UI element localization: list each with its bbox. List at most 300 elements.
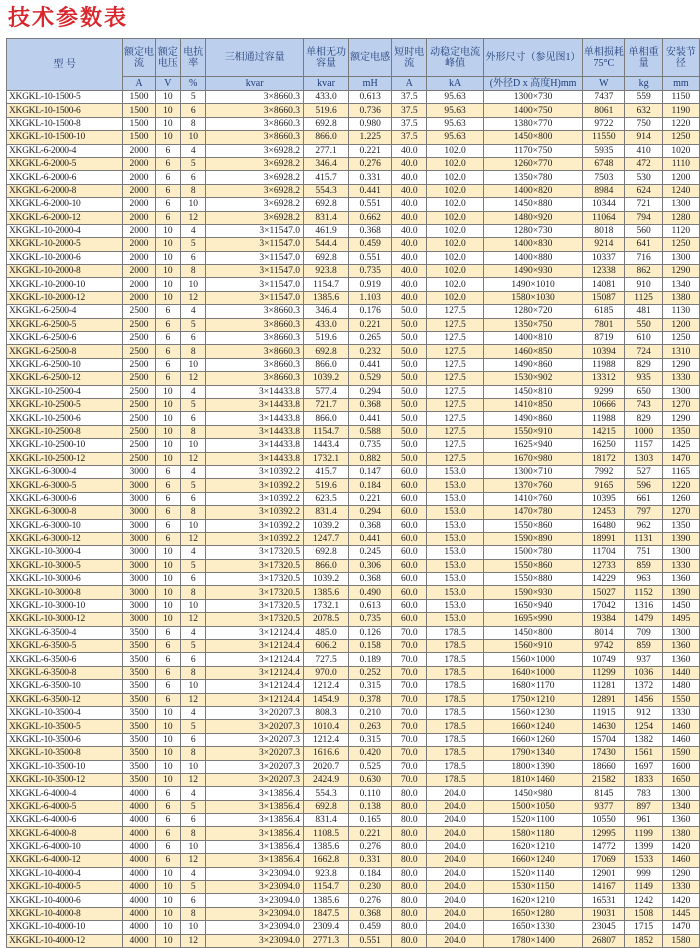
table-row xyxy=(7,305,700,318)
cell-rated-current: 4000 xyxy=(123,921,155,934)
cell-single-phase-reactive: 1212.4 xyxy=(303,680,348,693)
cell-install-pitch: 1290 xyxy=(662,358,699,371)
cell-model: XKGKL-10-4000-6 xyxy=(7,894,123,907)
cell-single-phase-reactive: 1662.8 xyxy=(303,854,348,867)
cell-three-phase-capacity: 3×13856.4 xyxy=(206,787,304,800)
cell-reactance-rate: 5 xyxy=(181,881,206,894)
cell-single-phase-loss: 12733 xyxy=(583,559,625,572)
cell-short-time-current: 40.0 xyxy=(392,265,427,278)
cell-dimensions: 1590×930 xyxy=(483,586,582,599)
cell-rated-current: 2000 xyxy=(123,184,155,197)
cell-dimensions: 1625×940 xyxy=(483,439,582,452)
cell-install-pitch: 1300 xyxy=(662,251,699,264)
cell-reactance-rate: 6 xyxy=(181,171,206,184)
cell-three-phase-capacity: 3×6928.2 xyxy=(206,157,304,170)
cell-model: XKGKL-10-3500-8 xyxy=(7,747,123,760)
cell-single-phase-reactive: 519.6 xyxy=(303,479,348,492)
cell-install-pitch: 1300 xyxy=(662,198,699,211)
cell-rated-current: 2500 xyxy=(123,439,155,452)
header-single-phase-weight: 单相重量 xyxy=(625,39,662,77)
cell-rated-current: 2500 xyxy=(123,452,155,465)
table-row xyxy=(7,613,700,626)
cell-rated-inductance: 0.331 xyxy=(349,854,392,867)
spec-table xyxy=(6,38,700,948)
cell-rated-inductance: 0.551 xyxy=(349,251,392,264)
cell-single-phase-reactive: 1385.6 xyxy=(303,291,348,304)
cell-single-phase-weight: 596 xyxy=(625,479,662,492)
cell-model: XKGKL-6-3500-10 xyxy=(7,680,123,693)
cell-reactance-rate: 12 xyxy=(181,693,206,706)
unit-a: A xyxy=(123,77,155,91)
cell-model: XKGKL-6-4000-6 xyxy=(7,814,123,827)
cell-single-phase-loss: 18660 xyxy=(583,760,625,773)
cell-three-phase-capacity: 3×10392.2 xyxy=(206,506,304,519)
cell-three-phase-capacity: 3×17320.5 xyxy=(206,559,304,572)
cell-single-phase-reactive: 1385.6 xyxy=(303,586,348,599)
cell-rated-inductance: 0.378 xyxy=(349,693,392,706)
cell-dynamic-peak: 178.5 xyxy=(427,693,483,706)
cell-dynamic-peak: 102.0 xyxy=(427,238,483,251)
cell-single-phase-loss: 15704 xyxy=(583,733,625,746)
cell-rated-voltage: 6 xyxy=(155,653,180,666)
cell-single-phase-reactive: 433.0 xyxy=(303,318,348,331)
cell-rated-current: 3000 xyxy=(123,519,155,532)
cell-single-phase-reactive: 692.8 xyxy=(303,117,348,130)
table-row xyxy=(7,586,700,599)
cell-dynamic-peak: 127.5 xyxy=(427,318,483,331)
cell-dynamic-peak: 95.63 xyxy=(427,91,483,104)
cell-single-phase-loss: 7801 xyxy=(583,318,625,331)
cell-single-phase-reactive: 433.0 xyxy=(303,91,348,104)
cell-reactance-rate: 10 xyxy=(181,519,206,532)
cell-reactance-rate: 4 xyxy=(181,867,206,880)
cell-dimensions: 1450×800 xyxy=(483,131,582,144)
cell-single-phase-reactive: 1732.1 xyxy=(303,599,348,612)
cell-three-phase-capacity: 3×8660.3 xyxy=(206,332,304,345)
cell-install-pitch: 1110 xyxy=(662,157,699,170)
cell-rated-voltage: 10 xyxy=(155,265,180,278)
cell-rated-inductance: 0.735 xyxy=(349,613,392,626)
cell-dimensions: 1350×750 xyxy=(483,318,582,331)
table-row xyxy=(7,921,700,934)
cell-dynamic-peak: 153.0 xyxy=(427,573,483,586)
cell-model: XKGKL-6-2500-8 xyxy=(7,345,123,358)
cell-reactance-rate: 12 xyxy=(181,291,206,304)
table-row xyxy=(7,439,700,452)
table-row xyxy=(7,318,700,331)
cell-model: XKGKL-10-3500-4 xyxy=(7,706,123,719)
cell-rated-current: 2500 xyxy=(123,345,155,358)
cell-single-phase-loss: 11915 xyxy=(583,706,625,719)
cell-rated-inductance: 0.221 xyxy=(349,144,392,157)
cell-single-phase-loss: 9377 xyxy=(583,800,625,813)
cell-three-phase-capacity: 3×23094.0 xyxy=(206,881,304,894)
cell-single-phase-loss: 7503 xyxy=(583,171,625,184)
cell-install-pitch: 1330 xyxy=(662,881,699,894)
cell-three-phase-capacity: 3×11547.0 xyxy=(206,224,304,237)
table-row xyxy=(7,881,700,894)
cell-rated-inductance: 0.306 xyxy=(349,559,392,572)
cell-short-time-current: 80.0 xyxy=(392,840,427,853)
cell-rated-inductance: 0.368 xyxy=(349,519,392,532)
cell-single-phase-loss: 11064 xyxy=(583,211,625,224)
table-row xyxy=(7,238,700,251)
cell-short-time-current: 40.0 xyxy=(392,224,427,237)
cell-reactance-rate: 4 xyxy=(181,706,206,719)
cell-model: XKGKL-10-2000-4 xyxy=(7,224,123,237)
cell-dynamic-peak: 178.5 xyxy=(427,666,483,679)
cell-rated-voltage: 10 xyxy=(155,921,180,934)
cell-single-phase-weight: 751 xyxy=(625,546,662,559)
cell-single-phase-reactive: 721.7 xyxy=(303,398,348,411)
cell-reactance-rate: 12 xyxy=(181,773,206,786)
cell-single-phase-weight: 912 xyxy=(625,706,662,719)
cell-single-phase-loss: 7992 xyxy=(583,465,625,478)
cell-dynamic-peak: 153.0 xyxy=(427,599,483,612)
cell-reactance-rate: 4 xyxy=(181,465,206,478)
cell-model: XKGKL-10-3500-6 xyxy=(7,733,123,746)
unit-v: V xyxy=(155,77,180,91)
cell-dynamic-peak: 127.5 xyxy=(427,332,483,345)
table-row xyxy=(7,479,700,492)
cell-dimensions: 1400×820 xyxy=(483,184,582,197)
cell-single-phase-weight: 961 xyxy=(625,814,662,827)
cell-rated-voltage: 10 xyxy=(155,599,180,612)
cell-reactance-rate: 5 xyxy=(181,238,206,251)
cell-model: XKGKL-6-2500-5 xyxy=(7,318,123,331)
cell-single-phase-reactive: 1247.7 xyxy=(303,532,348,545)
cell-reactance-rate: 8 xyxy=(181,747,206,760)
cell-single-phase-reactive: 923.8 xyxy=(303,867,348,880)
cell-rated-current: 3000 xyxy=(123,506,155,519)
cell-dimensions: 1550×910 xyxy=(483,425,582,438)
cell-short-time-current: 60.0 xyxy=(392,546,427,559)
cell-install-pitch: 1240 xyxy=(662,184,699,197)
cell-dimensions: 1550×860 xyxy=(483,559,582,572)
cell-reactance-rate: 12 xyxy=(181,372,206,385)
cell-dynamic-peak: 178.5 xyxy=(427,733,483,746)
cell-three-phase-capacity: 3×14433.8 xyxy=(206,452,304,465)
cell-install-pitch: 1200 xyxy=(662,318,699,331)
cell-rated-voltage: 6 xyxy=(155,532,180,545)
cell-single-phase-loss: 11281 xyxy=(583,680,625,693)
cell-single-phase-reactive: 1385.6 xyxy=(303,894,348,907)
cell-rated-voltage: 6 xyxy=(155,827,180,840)
cell-rated-voltage: 10 xyxy=(155,224,180,237)
cell-short-time-current: 40.0 xyxy=(392,291,427,304)
cell-dimensions: 1170×750 xyxy=(483,144,582,157)
cell-single-phase-loss: 18991 xyxy=(583,532,625,545)
cell-install-pitch: 1220 xyxy=(662,479,699,492)
cell-rated-voltage: 10 xyxy=(155,117,180,130)
cell-single-phase-reactive: 1010.4 xyxy=(303,720,348,733)
cell-rated-current: 2000 xyxy=(123,291,155,304)
cell-install-pitch: 1300 xyxy=(662,546,699,559)
cell-rated-current: 2000 xyxy=(123,144,155,157)
cell-rated-current: 3000 xyxy=(123,546,155,559)
cell-single-phase-reactive: 554.3 xyxy=(303,787,348,800)
unit-ka: kA xyxy=(427,77,483,91)
cell-single-phase-weight: 1131 xyxy=(625,532,662,545)
cell-single-phase-reactive: 415.7 xyxy=(303,171,348,184)
cell-single-phase-loss: 15087 xyxy=(583,291,625,304)
cell-rated-current: 3500 xyxy=(123,653,155,666)
cell-single-phase-loss: 10337 xyxy=(583,251,625,264)
cell-dynamic-peak: 204.0 xyxy=(427,854,483,867)
table-row xyxy=(7,827,700,840)
cell-dimensions: 1450×980 xyxy=(483,787,582,800)
cell-short-time-current: 50.0 xyxy=(392,398,427,411)
table-row xyxy=(7,224,700,237)
cell-rated-inductance: 0.221 xyxy=(349,318,392,331)
cell-rated-inductance: 0.588 xyxy=(349,425,392,438)
cell-single-phase-loss: 10666 xyxy=(583,398,625,411)
cell-rated-voltage: 6 xyxy=(155,506,180,519)
cell-rated-current: 4000 xyxy=(123,894,155,907)
table-row xyxy=(7,412,700,425)
cell-short-time-current: 60.0 xyxy=(392,532,427,545)
cell-rated-inductance: 0.441 xyxy=(349,358,392,371)
cell-reactance-rate: 4 xyxy=(181,626,206,639)
cell-single-phase-loss: 12338 xyxy=(583,265,625,278)
cell-install-pitch: 1250 xyxy=(662,238,699,251)
cell-rated-inductance: 0.265 xyxy=(349,332,392,345)
cell-rated-inductance: 0.980 xyxy=(349,117,392,130)
cell-model: XKGKL-10-2500-4 xyxy=(7,385,123,398)
cell-three-phase-capacity: 3×23094.0 xyxy=(206,867,304,880)
cell-dynamic-peak: 204.0 xyxy=(427,814,483,827)
cell-rated-inductance: 0.735 xyxy=(349,265,392,278)
cell-single-phase-weight: 1479 xyxy=(625,613,662,626)
cell-single-phase-loss: 11299 xyxy=(583,666,625,679)
cell-model: XKGKL-10-2000-10 xyxy=(7,278,123,291)
cell-dimensions: 1560×1000 xyxy=(483,653,582,666)
cell-model: XKGKL-10-3000-6 xyxy=(7,573,123,586)
cell-model: XKGKL-6-3500-6 xyxy=(7,653,123,666)
cell-rated-voltage: 6 xyxy=(155,372,180,385)
cell-install-pitch: 1495 xyxy=(662,613,699,626)
cell-three-phase-capacity: 3×14433.8 xyxy=(206,398,304,411)
cell-short-time-current: 60.0 xyxy=(392,506,427,519)
table-row xyxy=(7,854,700,867)
cell-single-phase-reactive: 554.3 xyxy=(303,184,348,197)
cell-single-phase-loss: 8018 xyxy=(583,224,625,237)
cell-short-time-current: 60.0 xyxy=(392,586,427,599)
cell-rated-current: 2000 xyxy=(123,198,155,211)
cell-single-phase-reactive: 544.4 xyxy=(303,238,348,251)
cell-single-phase-weight: 750 xyxy=(625,117,662,130)
cell-short-time-current: 40.0 xyxy=(392,238,427,251)
cell-model: XKGKL-6-3000-6 xyxy=(7,492,123,505)
cell-single-phase-weight: 1125 xyxy=(625,291,662,304)
cell-model: XKGKL-6-2000-4 xyxy=(7,144,123,157)
cell-rated-voltage: 10 xyxy=(155,613,180,626)
cell-rated-inductance: 0.245 xyxy=(349,546,392,559)
cell-short-time-current: 60.0 xyxy=(392,519,427,532)
cell-model: XKGKL-6-3000-10 xyxy=(7,519,123,532)
cell-short-time-current: 50.0 xyxy=(392,452,427,465)
cell-single-phase-weight: 910 xyxy=(625,278,662,291)
cell-three-phase-capacity: 3×12124.4 xyxy=(206,653,304,666)
cell-short-time-current: 40.0 xyxy=(392,184,427,197)
cell-single-phase-loss: 9299 xyxy=(583,385,625,398)
cell-rated-current: 3000 xyxy=(123,465,155,478)
cell-single-phase-weight: 1157 xyxy=(625,439,662,452)
cell-single-phase-loss: 26807 xyxy=(583,934,625,947)
cell-rated-voltage: 6 xyxy=(155,332,180,345)
table-row xyxy=(7,653,700,666)
cell-rated-inductance: 0.189 xyxy=(349,653,392,666)
cell-short-time-current: 60.0 xyxy=(392,599,427,612)
cell-single-phase-weight: 1456 xyxy=(625,693,662,706)
cell-reactance-rate: 8 xyxy=(181,265,206,278)
cell-single-phase-loss: 14081 xyxy=(583,278,625,291)
cell-single-phase-reactive: 1039.2 xyxy=(303,372,348,385)
header-row xyxy=(7,39,700,77)
cell-short-time-current: 80.0 xyxy=(392,867,427,880)
cell-rated-voltage: 6 xyxy=(155,519,180,532)
cell-model: XKGKL-10-2000-6 xyxy=(7,251,123,264)
cell-install-pitch: 1330 xyxy=(662,706,699,719)
cell-rated-current: 1500 xyxy=(123,104,155,117)
cell-three-phase-capacity: 3×17320.5 xyxy=(206,586,304,599)
unit-mh: mH xyxy=(349,77,392,91)
cell-rated-voltage: 6 xyxy=(155,305,180,318)
cell-single-phase-reactive: 1154.7 xyxy=(303,278,348,291)
cell-three-phase-capacity: 3×11547.0 xyxy=(206,291,304,304)
cell-reactance-rate: 6 xyxy=(181,573,206,586)
header-install-pitch: 安装节径 xyxy=(662,39,699,77)
cell-rated-voltage: 6 xyxy=(155,358,180,371)
cell-short-time-current: 80.0 xyxy=(392,894,427,907)
table-row xyxy=(7,506,700,519)
header-three-phase-capacity: 三相通过容量 xyxy=(206,39,304,77)
cell-short-time-current: 80.0 xyxy=(392,814,427,827)
cell-three-phase-capacity: 3×23094.0 xyxy=(206,907,304,920)
cell-rated-inductance: 0.368 xyxy=(349,398,392,411)
cell-single-phase-loss: 9742 xyxy=(583,640,625,653)
cell-single-phase-loss: 14630 xyxy=(583,720,625,733)
cell-single-phase-weight: 937 xyxy=(625,653,662,666)
cell-reactance-rate: 12 xyxy=(181,452,206,465)
cell-rated-voltage: 10 xyxy=(155,586,180,599)
cell-rated-current: 2000 xyxy=(123,265,155,278)
cell-single-phase-weight: 1149 xyxy=(625,881,662,894)
cell-model: XKGKL-10-3500-12 xyxy=(7,773,123,786)
cell-install-pitch: 1310 xyxy=(662,345,699,358)
header-rated-current: 额定电流 xyxy=(123,39,155,77)
cell-rated-voltage: 6 xyxy=(155,345,180,358)
cell-single-phase-reactive: 519.6 xyxy=(303,332,348,345)
cell-single-phase-reactive: 831.4 xyxy=(303,506,348,519)
cell-rated-voltage: 10 xyxy=(155,573,180,586)
cell-three-phase-capacity: 3×8660.3 xyxy=(206,117,304,130)
cell-three-phase-capacity: 3×20207.3 xyxy=(206,733,304,746)
cell-single-phase-weight: 862 xyxy=(625,265,662,278)
cell-dimensions: 1670×980 xyxy=(483,452,582,465)
cell-dynamic-peak: 102.0 xyxy=(427,198,483,211)
cell-dimensions: 1460×850 xyxy=(483,345,582,358)
table-row xyxy=(7,291,700,304)
cell-install-pitch: 1340 xyxy=(662,278,699,291)
cell-install-pitch: 1190 xyxy=(662,104,699,117)
cell-model: XKGKL-10-1500-8 xyxy=(7,117,123,130)
cell-model: XKGKL-6-4000-10 xyxy=(7,840,123,853)
cell-rated-inductance: 0.736 xyxy=(349,104,392,117)
cell-reactance-rate: 12 xyxy=(181,613,206,626)
cell-single-phase-loss: 12453 xyxy=(583,506,625,519)
cell-rated-voltage: 10 xyxy=(155,720,180,733)
cell-dimensions: 1400×750 xyxy=(483,104,582,117)
cell-dimensions: 1280×730 xyxy=(483,224,582,237)
unit-mm: mm xyxy=(662,77,699,91)
cell-short-time-current: 60.0 xyxy=(392,613,427,626)
cell-dynamic-peak: 204.0 xyxy=(427,787,483,800)
cell-model: XKGKL-6-3000-12 xyxy=(7,532,123,545)
cell-rated-voltage: 10 xyxy=(155,452,180,465)
cell-rated-voltage: 6 xyxy=(155,680,180,693)
cell-dimensions: 1520×1100 xyxy=(483,814,582,827)
cell-single-phase-loss: 8145 xyxy=(583,787,625,800)
unit-kvar: kvar xyxy=(206,77,304,91)
cell-rated-voltage: 10 xyxy=(155,773,180,786)
cell-install-pitch: 1450 xyxy=(662,599,699,612)
cell-model: XKGKL-10-4000-4 xyxy=(7,867,123,880)
cell-three-phase-capacity: 3×8660.3 xyxy=(206,104,304,117)
cell-rated-voltage: 6 xyxy=(155,171,180,184)
cell-rated-voltage: 10 xyxy=(155,546,180,559)
unit-kvar-single: kvar xyxy=(303,77,348,91)
cell-single-phase-weight: 560 xyxy=(625,224,662,237)
cell-dimensions: 1480×920 xyxy=(483,211,582,224)
cell-single-phase-loss: 8061 xyxy=(583,104,625,117)
cell-single-phase-weight: 550 xyxy=(625,318,662,331)
cell-three-phase-capacity: 3×8660.3 xyxy=(206,305,304,318)
cell-rated-inductance: 0.630 xyxy=(349,773,392,786)
cell-dynamic-peak: 102.0 xyxy=(427,265,483,278)
cell-install-pitch: 1420 xyxy=(662,894,699,907)
cell-rated-voltage: 6 xyxy=(155,693,180,706)
cell-dynamic-peak: 102.0 xyxy=(427,291,483,304)
cell-single-phase-weight: 624 xyxy=(625,184,662,197)
table-row xyxy=(7,747,700,760)
cell-single-phase-reactive: 1154.7 xyxy=(303,881,348,894)
cell-rated-current: 4000 xyxy=(123,840,155,853)
cell-dimensions: 1260×770 xyxy=(483,157,582,170)
cell-reactance-rate: 8 xyxy=(181,425,206,438)
cell-dimensions: 1590×890 xyxy=(483,532,582,545)
cell-reactance-rate: 6 xyxy=(181,733,206,746)
cell-reactance-rate: 8 xyxy=(181,117,206,130)
cell-reactance-rate: 12 xyxy=(181,854,206,867)
table-row xyxy=(7,278,700,291)
cell-single-phase-reactive: 577.4 xyxy=(303,385,348,398)
table-row xyxy=(7,265,700,278)
cell-three-phase-capacity: 3×23094.0 xyxy=(206,894,304,907)
cell-dynamic-peak: 127.5 xyxy=(427,398,483,411)
cell-model: XKGKL-6-4000-12 xyxy=(7,854,123,867)
cell-install-pitch: 1650 xyxy=(662,773,699,786)
cell-dynamic-peak: 178.5 xyxy=(427,747,483,760)
cell-three-phase-capacity: 3×11547.0 xyxy=(206,265,304,278)
cell-dimensions: 1800×1390 xyxy=(483,760,582,773)
cell-install-pitch: 1130 xyxy=(662,305,699,318)
cell-dynamic-peak: 127.5 xyxy=(427,385,483,398)
cell-model: XKGKL-10-2000-5 xyxy=(7,238,123,251)
cell-dynamic-peak: 204.0 xyxy=(427,881,483,894)
cell-dynamic-peak: 204.0 xyxy=(427,840,483,853)
cell-dynamic-peak: 204.0 xyxy=(427,934,483,947)
